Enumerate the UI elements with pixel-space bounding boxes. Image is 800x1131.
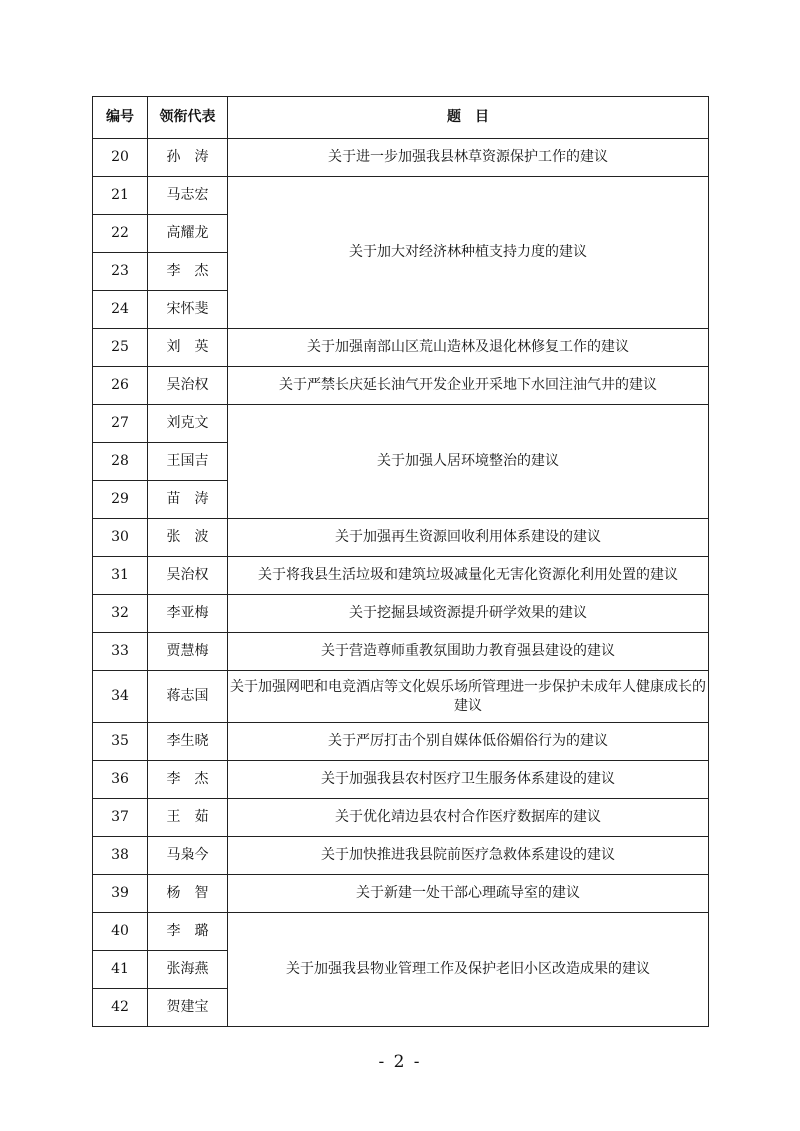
cell-representative: 马志宏 [148, 177, 228, 215]
header-title: 题 目 [228, 97, 709, 139]
table-row [93, 723, 709, 761]
proposals-table [92, 96, 709, 1027]
header-representative: 领衔代表 [148, 97, 228, 139]
cell-title: 关于营造尊师重教氛围助力教育强县建设的建议 [228, 633, 709, 671]
cell-number: 27 [93, 405, 148, 443]
cell-representative: 张 波 [148, 519, 228, 557]
table-row [93, 913, 709, 951]
cell-number: 20 [93, 139, 148, 177]
header-number: 编号 [93, 97, 148, 139]
cell-number: 30 [93, 519, 148, 557]
cell-representative: 马枭今 [148, 837, 228, 875]
table-row [93, 875, 709, 913]
cell-number: 24 [93, 291, 148, 329]
cell-number: 38 [93, 837, 148, 875]
table-row [93, 557, 709, 595]
cell-number: 37 [93, 799, 148, 837]
cell-representative: 刘 英 [148, 329, 228, 367]
cell-title: 关于加强人居环境整治的建议 [228, 405, 709, 519]
cell-number: 32 [93, 595, 148, 633]
cell-title: 关于严厉打击个别自媒体低俗媚俗行为的建议 [228, 723, 709, 761]
table-row [93, 633, 709, 671]
cell-title: 关于优化靖边县农村合作医疗数据库的建议 [228, 799, 709, 837]
cell-number: 31 [93, 557, 148, 595]
cell-representative: 贾慧梅 [148, 633, 228, 671]
cell-number: 26 [93, 367, 148, 405]
table-row [93, 799, 709, 837]
cell-title: 关于进一步加强我县林草资源保护工作的建议 [228, 139, 709, 177]
cell-representative: 李 杰 [148, 253, 228, 291]
cell-number: 42 [93, 989, 148, 1027]
cell-representative: 孙 涛 [148, 139, 228, 177]
table-row [93, 367, 709, 405]
cell-representative: 李生晓 [148, 723, 228, 761]
cell-representative: 高耀龙 [148, 215, 228, 253]
cell-number: 39 [93, 875, 148, 913]
table-row [93, 671, 709, 723]
table-row [93, 837, 709, 875]
cell-title: 关于挖掘县域资源提升研学效果的建议 [228, 595, 709, 633]
cell-title: 关于加强网吧和电竞酒店等文化娱乐场所管理进一步保护未成年人健康成长的建议 [228, 671, 709, 723]
table-row [93, 595, 709, 633]
cell-title: 关于加强再生资源回收利用体系建设的建议 [228, 519, 709, 557]
table-row [93, 177, 709, 215]
cell-representative: 王 茹 [148, 799, 228, 837]
cell-representative: 苗 涛 [148, 481, 228, 519]
cell-title: 关于加大对经济林种植支持力度的建议 [228, 177, 709, 329]
cell-title: 关于新建一处干部心理疏导室的建议 [228, 875, 709, 913]
cell-representative: 王国吉 [148, 443, 228, 481]
cell-representative: 杨 智 [148, 875, 228, 913]
cell-number: 33 [93, 633, 148, 671]
table-row [93, 329, 709, 367]
cell-number: 22 [93, 215, 148, 253]
cell-number: 23 [93, 253, 148, 291]
cell-representative: 蒋志国 [148, 671, 228, 723]
cell-representative: 李 璐 [148, 913, 228, 951]
cell-number: 40 [93, 913, 148, 951]
page-number: - 2 - [378, 1052, 422, 1072]
cell-representative: 李 杰 [148, 761, 228, 799]
cell-number: 36 [93, 761, 148, 799]
cell-title: 关于将我县生活垃圾和建筑垃圾减量化无害化资源化利用处置的建议 [228, 557, 709, 595]
cell-number: 28 [93, 443, 148, 481]
cell-representative: 张海燕 [148, 951, 228, 989]
cell-representative: 刘克文 [148, 405, 228, 443]
cell-number: 41 [93, 951, 148, 989]
cell-title: 关于加快推进我县院前医疗急救体系建设的建议 [228, 837, 709, 875]
cell-number: 35 [93, 723, 148, 761]
cell-representative: 贺建宝 [148, 989, 228, 1027]
table-header-row [93, 97, 709, 139]
table-row [93, 405, 709, 443]
table-row [93, 519, 709, 557]
cell-number: 21 [93, 177, 148, 215]
cell-representative: 吴治权 [148, 367, 228, 405]
cell-representative: 吴治权 [148, 557, 228, 595]
cell-representative: 李亚梅 [148, 595, 228, 633]
table-body [93, 139, 709, 1027]
cell-number: 34 [93, 671, 148, 723]
cell-title: 关于加强南部山区荒山造林及退化林修复工作的建议 [228, 329, 709, 367]
cell-title: 关于加强我县农村医疗卫生服务体系建设的建议 [228, 761, 709, 799]
cell-number: 25 [93, 329, 148, 367]
cell-title: 关于严禁长庆延长油气开发企业开采地下水回注油气井的建议 [228, 367, 709, 405]
cell-title: 关于加强我县物业管理工作及保护老旧小区改造成果的建议 [228, 913, 709, 1027]
cell-number: 29 [93, 481, 148, 519]
cell-representative: 宋怀斐 [148, 291, 228, 329]
table-row [93, 761, 709, 799]
table-row [93, 139, 709, 177]
